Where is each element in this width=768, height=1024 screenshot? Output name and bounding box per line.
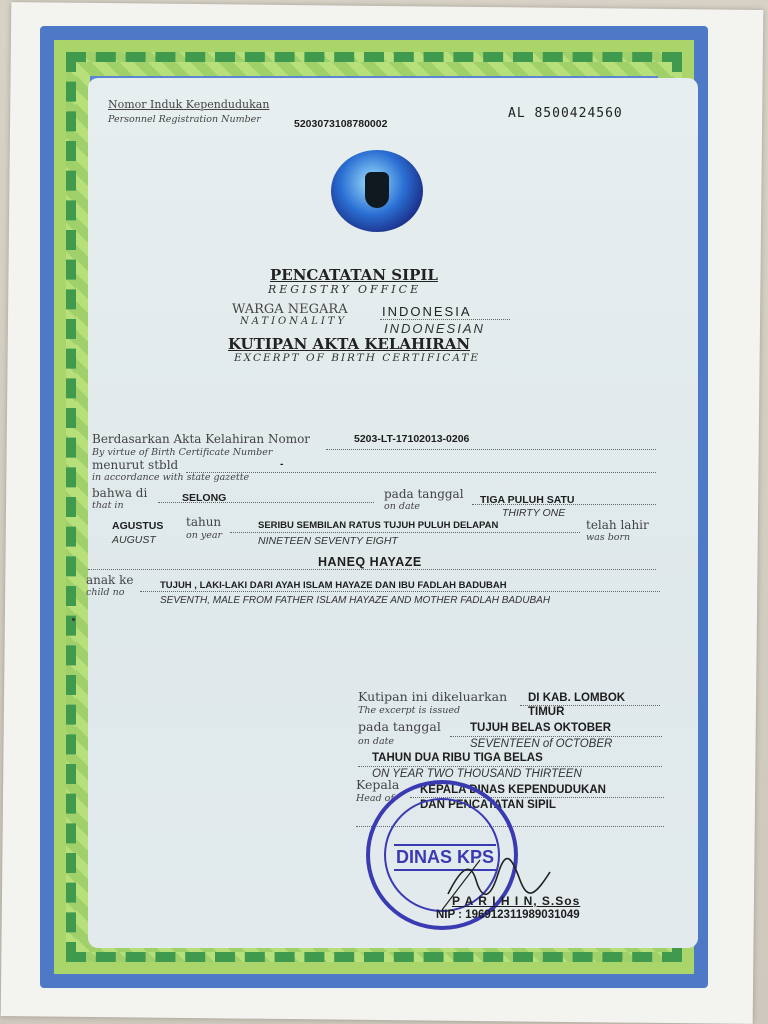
issued-place-2: TIMUR: [528, 706, 565, 718]
stbld-dots: [186, 472, 656, 473]
nationality-dots: [380, 319, 510, 320]
child-name-dots: [88, 569, 656, 570]
born-label: telah lahir: [586, 518, 649, 532]
born-label-en: was born: [586, 532, 631, 543]
issue-date-value: TUJUH BELAS OKTOBER: [470, 722, 611, 734]
nik-label-en: Personnel Registration Number: [108, 114, 261, 125]
birth-year-label-en: on year: [186, 530, 223, 541]
nationality-value-en: INDONESIAN: [384, 321, 485, 336]
issue-year-value-en: ON YEAR TWO THOUSAND THIRTEEN: [372, 768, 582, 780]
office-title-en: REGISTRY OFFICE: [268, 283, 422, 296]
nationality-label-en: NATIONALITY: [240, 316, 348, 327]
signatory-name: P A R I H I N, S.Sos: [452, 894, 581, 908]
signatory-nip: NIP : 196912311989031049: [436, 909, 580, 921]
birth-date-dots: [472, 504, 656, 505]
office-title: PENCATATAN SIPIL: [270, 266, 438, 284]
child-name: HANEQ HAYAZE: [318, 555, 422, 569]
serial-number: AL 8500424560: [508, 106, 623, 121]
birth-month-value: AGUSTUS: [112, 520, 164, 532]
child-order-value-en: SEVENTH, MALE FROM FATHER ISLAM HAYAZE AND MOTHER FADLAH BADUBAH: [160, 595, 551, 606]
nik-label: Nomor Induk Kependudukan: [108, 98, 270, 111]
nationality-value: INDONESIA: [382, 304, 472, 319]
issue-year-value: TAHUN DUA RIBU TIGA BELAS: [372, 752, 543, 764]
birth-month-value-en: AUGUST: [112, 534, 156, 546]
head-label-en: Head of: [356, 793, 394, 804]
issued-label: Kutipan ini dikeluarkan: [358, 689, 508, 704]
head-label: Kepala: [356, 777, 400, 792]
birth-year-value: SERIBU SEMBILAN RATUS TUJUH PULUH DELAPAN: [258, 520, 499, 531]
place-value: SELONG: [182, 492, 227, 504]
garuda-emblem-hologram: [331, 150, 423, 232]
stbld-label: menurut stbld: [92, 458, 179, 472]
issue-date-value-en: SEVENTEEN of OCTOBER: [470, 738, 613, 750]
document-title-en: EXCERPT OF BIRTH CERTIFICATE: [234, 352, 480, 364]
nationality-label: WARGA NEGARA: [232, 302, 348, 317]
stbld-value: -: [280, 458, 284, 470]
birth-date-label-en: on date: [384, 501, 421, 512]
child-order-label-en: child no: [86, 587, 125, 598]
issue-year-dots: [358, 766, 662, 767]
cert-no-value: 5203-LT-17102013-0206: [354, 433, 470, 445]
place-label-en: that in: [92, 500, 124, 511]
cert-no-label: Berdasarkan Akta Kelahiran Nomor: [92, 432, 311, 446]
issue-date-dots: [450, 736, 662, 737]
birth-date-value-en: THIRTY ONE: [502, 507, 566, 519]
cert-no-dots: [326, 449, 656, 450]
issued-label-en: The excerpt is issued: [358, 705, 461, 716]
ink-dot: [72, 618, 75, 621]
birth-date-value: TIGA PULUH SATU: [480, 494, 575, 506]
issue-date-label-en: on date: [358, 736, 395, 747]
place-dots: [158, 502, 374, 503]
child-order-label: anak ke: [86, 573, 134, 587]
birth-year-label: tahun: [186, 515, 222, 529]
place-label: bahwa di: [92, 486, 148, 500]
issued-place-1: DI KAB. LOMBOK: [528, 692, 626, 704]
nik-value: 5203073108780002: [294, 118, 388, 130]
head-value-2: DAN PENCATATAN SIPIL: [420, 799, 556, 811]
document-title: KUTIPAN AKTA KELAHIRAN: [228, 335, 471, 353]
birth-year-dots: [230, 532, 580, 533]
child-order-dots: [140, 591, 660, 592]
head-value-1: KEPALA DINAS KEPENDUDUKAN: [420, 784, 606, 796]
child-order-value: TUJUH , LAKI-LAKI DARI AYAH ISLAM HAYAZE DAN IBU FADLAH BADUBAH: [160, 580, 507, 591]
issue-date-label: pada tanggal: [358, 719, 441, 734]
birth-year-value-en: NINETEEN SEVENTY EIGHT: [258, 535, 398, 547]
stamp-text: DINAS KPS: [394, 844, 496, 871]
cert-no-label-en: By virtue of Birth Certificate Number: [92, 447, 273, 458]
birth-date-label: pada tanggal: [384, 487, 464, 501]
stbld-label-en: in accordance with state gazette: [92, 472, 250, 483]
